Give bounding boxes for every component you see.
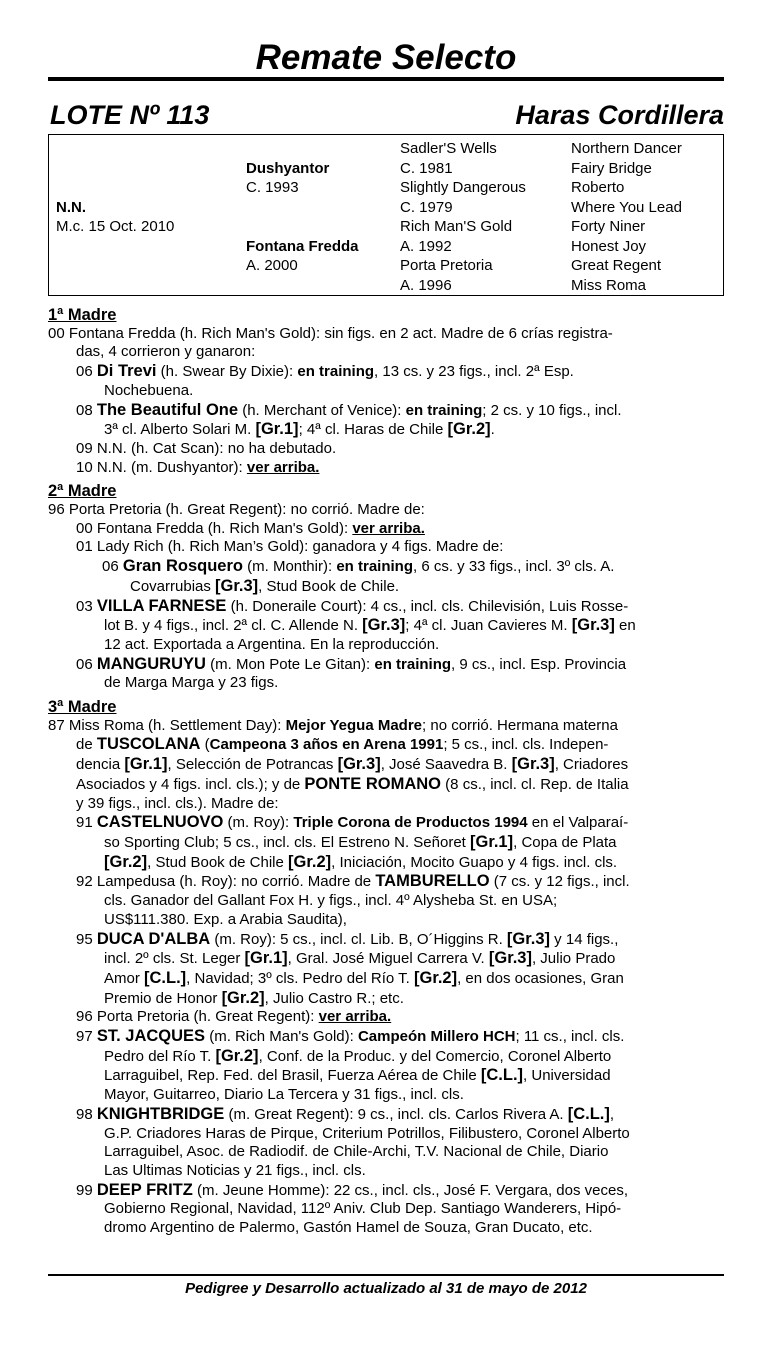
pedigree-horse-column <box>56 139 174 237</box>
section-heading-third-dam: 3ª Madre <box>48 698 117 717</box>
produce-entry: 01 Lady Rich (h. Rich Man’s Gold): ganadora y 4 figs. Madre de: <box>76 538 504 556</box>
produce-entry: 06 Di Trevi (h. Swear By Dixie): en training, 13 cs. y 23 figs., incl. 2ª Esp. Nochebuena. <box>76 362 574 399</box>
produce-record <box>48 306 724 1238</box>
great-grandparent-cell: Forty Niner <box>571 218 646 235</box>
produce-entry: 96 Porta Pretoria (h. Great Regent): ver arriba. <box>76 1008 392 1026</box>
lot-number: LOTE Nº 113 <box>50 100 210 130</box>
dam-entry: 00 Fontana Fredda (h. Rich Man's Gold): sin figs. en 2 act. Madre de 6 crías registra- das, 4 corrieron y ganaron: <box>48 324 613 361</box>
grandparent-cell: C. 1979 <box>400 198 453 216</box>
great-grandparent-cell: Fairy Bridge <box>571 159 652 177</box>
footer-note: Pedigree y Desarrollo actualizado al 31 de mayo de 2012 <box>185 1280 587 1297</box>
produce-entry: 98 KNIGHTBRIDGE (m. Great Regent): 9 cs., incl. cls. Carlos Rivera A. [C.L.], G.P. Criadores Haras de Pirque, Criterium Potrillos, Filibustero, Coronel Alberto Larraguibel, Asoc. de Radiodif. de Chile-Archi, T.V. Nacional de Chile, Diario Las Ultimas Noticias y 21 figs., incl. cls. <box>76 1104 630 1179</box>
dam-entry: 87 Miss Roma (h. Settlement Day): Mejor Yegua Madre; no corrió. Hermana materna de TUSCOLANA (Campeona 3 años en Arena 1991; 5 cs., incl. cls. Indepen- dencia [Gr.1], Selección de Potrancas [Gr.3], José Saavedra B. [Gr.3], Criadores Asociados y 4 figs. incl. cls.); y de PONTE ROMANO (8 cs., incl. cl. Rep. de Italia y 39 figs., incl. cls.). Madre de: <box>48 716 629 812</box>
dam-info: A. 2000 <box>246 257 298 274</box>
page-title: Remate Selecto <box>255 38 517 77</box>
dam-entry: 96 Porta Pretoria (h. Great Regent): no corrió. Madre de: <box>48 501 425 519</box>
grandparent-cell: Porta Pretoria <box>400 257 493 274</box>
great-grandparent-cell: Northern Dancer <box>571 140 682 157</box>
grandparent-cell: C. 1981 <box>400 159 453 177</box>
produce-entry: 99 DEEP FRITZ (m. Jeune Homme): 22 cs., incl. cls., José F. Vergara, dos veces, Gobierno Regional, Navidad, 112º Aniv. Club Dep. Santiago Wanderers, Hipó- dromo Argentino de Palermo, Gastón Hamel de Souza, Gran Ducato, etc. <box>76 1180 628 1237</box>
sire-info: C. 1993 <box>246 179 299 196</box>
produce-entry: 03 VILLA FARNESE (h. Doneraile Court): 4 cs., incl. cls. Chilevisión, Luis Rosse- lot B. y 4 figs., incl. 2ª cl. C. Allende N. [Gr.3]; 4ª cl. Juan Cavieres M. [Gr.3] en 12 act. Exportada a Argentina. En la reproducción. <box>76 596 636 653</box>
produce-entry: 91 CASTELNUOVO (m. Roy): Triple Corona de Productos 1994 en el Valparaí- so Sporting Club; 5 cs., incl. cls. El Estreno N. Señoret [Gr.1], Copa de Plata [Gr.2], Stud Book de Chile [Gr.2], Iniciación, Mocito Guapo y 4 figs. incl. cls. <box>76 813 629 871</box>
great-grandparent-cell: Great Regent <box>571 257 662 274</box>
pedigree-table <box>48 134 724 296</box>
grandparent-cell: Rich Man'S Gold <box>400 218 513 235</box>
produce-entry: 00 Fontana Fredda (h. Rich Man's Gold): ver arriba. <box>76 519 425 537</box>
horse-info: M.c. 15 Oct. 2010 <box>56 218 175 235</box>
pedigree-great-grandparents-column <box>571 139 682 295</box>
great-grandparent-cell: Roberto <box>571 179 625 196</box>
grandparent-cell: A. 1992 <box>400 237 452 255</box>
produce-entry: 95 DUCA D'ALBA (m. Roy): 5 cs., incl. cl. Lib. B, O´Higgins R. [Gr.3] y 14 figs., incl. 2º cls. St. Leger [Gr.1], Gral. José Miguel Carrera V. [Gr.3], Julio Prado Amor [C.L.], Navidad; 3º cls. Pedro del Río T. [Gr.2], en dos ocasiones, Gran Premio de Honor [Gr.2], Julio Castro R.; etc. <box>76 929 624 1007</box>
grandparent-cell: Sadler'S Wells <box>400 140 497 157</box>
title-rule <box>48 77 724 81</box>
great-grandparent-cell: Honest Joy <box>571 237 647 255</box>
produce-entry: 08 The Beautiful One (h. Merchant of Venice): en training; 2 cs. y 10 figs., incl. 3ª cl. Alberto Solari M. [Gr.1]; 4ª cl. Haras de Chile [Gr.2]. <box>76 400 622 439</box>
pedigree-grandparents-column <box>400 139 526 295</box>
produce-entry: 06 MANGURUYU (m. Mon Pote Le Gitan): en training, 9 cs., incl. Esp. Provincia de Marga Marga y 23 figs. <box>76 654 627 692</box>
section-heading-second-dam: 2ª Madre <box>48 482 117 501</box>
sire-name: Dushyantor <box>246 159 330 177</box>
great-grandparent-cell: Where You Lead <box>571 198 682 216</box>
produce-entry: 09 N.N. (h. Cat Scan): no ha debutado. <box>76 439 337 457</box>
produce-entry: 97 ST. JACQUES (m. Rich Man's Gold): Campeón Millero HCH; 11 cs., incl. cls. Pedro del Río T. [Gr.2], Conf. de la Produc. y del Comercio, Coronel Alberto Larraguibel, Rep. Fed. del Brasil, Fuerza Aérea de Chile [C.L.], Universidad Mayor, Guitarreo, Diario La Tercera y 31 figs., incl. cls. <box>76 1027 625 1104</box>
footer-rule <box>48 1274 724 1276</box>
section-heading-first-dam: 1ª Madre <box>48 306 117 324</box>
haras-name: Haras Cordillera <box>515 100 724 130</box>
grandparent-cell: A. 1996 <box>400 276 452 294</box>
grandparent-cell: Slightly Dangerous <box>400 179 526 196</box>
horse-name: N.N. <box>56 198 86 216</box>
great-grandparent-cell: Miss Roma <box>571 276 647 294</box>
produce-entry: 06 Gran Rosquero (m. Monthir): en training, 6 cs. y 33 figs., incl. 3º cls. A. Covarrubias [Gr.3], Stud Book de Chile. <box>102 557 615 595</box>
pedigree-parents-column <box>246 139 359 276</box>
produce-entry: 92 Lampedusa (h. Roy): no corrió. Madre de TAMBURELLO (7 cs. y 12 figs., incl. cls. Ganador del Gallant Fox H. y figs., incl. 4º Alysheba St. en USA; US$111.380. Exp. a Arabia Saudita), <box>76 872 630 928</box>
produce-entry: 10 N.N. (m. Dushyantor): ver arriba. <box>76 458 320 476</box>
dam-name: Fontana Fredda <box>246 237 359 255</box>
